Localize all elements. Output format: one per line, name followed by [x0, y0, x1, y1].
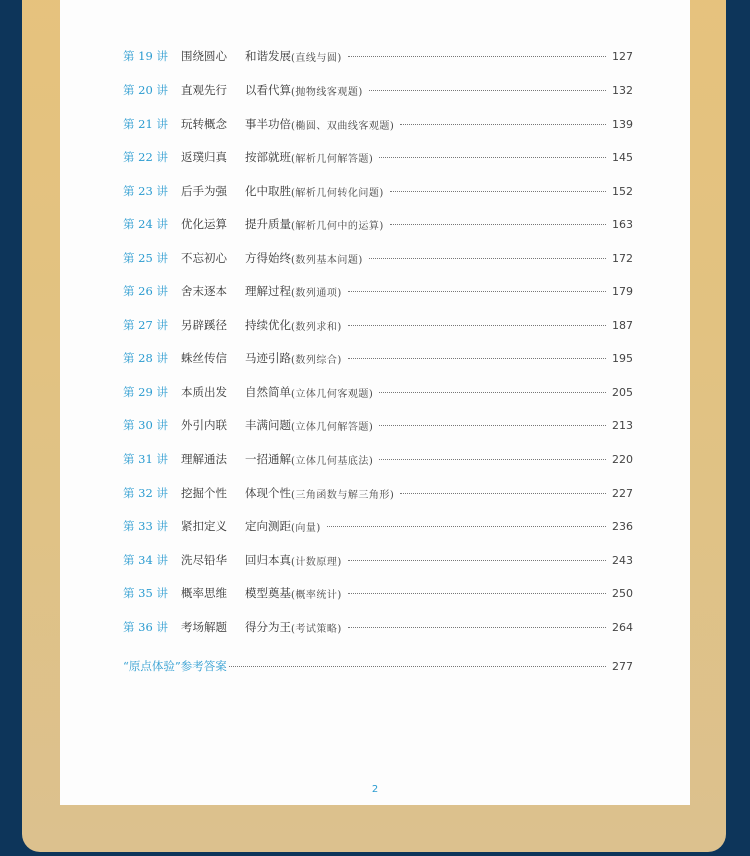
toc-entry[interactable] — [123, 483, 632, 503]
lecture-title: 丰满问题 — [245, 418, 291, 432]
page-number: 213 — [612, 418, 633, 432]
lecture-topic: 概率思维 — [181, 586, 227, 600]
lecture-title: 一招通解 — [245, 452, 291, 466]
toc-entry[interactable] — [123, 382, 632, 402]
lecture-number: 第 20 讲 — [123, 83, 168, 97]
lecture-number: 第 33 讲 — [123, 519, 168, 533]
lecture-note: (三角函数与解三角形) — [291, 489, 395, 501]
lecture-topic: 洗尽铅华 — [181, 553, 227, 567]
toc-entry[interactable] — [123, 516, 632, 536]
lecture-topic: 蛛丝传信 — [181, 351, 227, 365]
lecture-number: 第 25 讲 — [123, 251, 168, 265]
lecture-topic: 不忘初心 — [181, 251, 227, 265]
dot-leader — [400, 492, 606, 494]
toc-entry[interactable] — [123, 415, 632, 435]
lecture-number: 第 34 讲 — [123, 553, 168, 567]
lecture-title: 自然简单 — [245, 385, 291, 399]
dot-leader — [400, 123, 606, 125]
lecture-topic: 紧扣定义 — [181, 519, 227, 533]
lecture-title: 以看代算 — [245, 83, 291, 97]
page-number: 243 — [612, 553, 633, 567]
lecture-number: 第 30 讲 — [123, 418, 168, 432]
lecture-title: 提升质量 — [245, 217, 291, 231]
lecture-number: 第 23 讲 — [123, 184, 168, 198]
lecture-number: 第 21 讲 — [123, 117, 168, 131]
lecture-number: 第 35 讲 — [123, 586, 168, 600]
lecture-note: (解析几何中的运算) — [291, 220, 384, 232]
lecture-title: 定向测距 — [245, 519, 291, 533]
lecture-note: (立体几何基底法) — [291, 455, 374, 467]
toc-entry[interactable] — [123, 147, 632, 167]
page-number: 163 — [612, 217, 633, 231]
lecture-title: 体现个性 — [245, 486, 291, 500]
dot-leader — [348, 559, 606, 561]
lecture-note: (抛物线客观题) — [291, 86, 363, 98]
lecture-topic: 返璞归真 — [181, 150, 227, 164]
dot-leader — [390, 223, 606, 225]
page-number: 250 — [612, 586, 633, 600]
lecture-number: 第 27 讲 — [123, 318, 168, 332]
page-footer-number: 2 — [371, 784, 379, 795]
lecture-note: (数列综合) — [291, 354, 342, 366]
lecture-topic: 考场解题 — [181, 620, 227, 634]
toc-entry[interactable] — [123, 248, 632, 268]
lecture-topic: 优化运算 — [181, 217, 227, 231]
answers-label: “原点体验”参考答案 — [123, 659, 227, 673]
page-number: 220 — [612, 452, 633, 466]
toc-entry[interactable] — [123, 315, 632, 335]
toc-entry[interactable] — [123, 181, 632, 201]
lecture-number: 第 28 讲 — [123, 351, 168, 365]
dot-leader — [348, 626, 606, 628]
lecture-note: (计数原理) — [291, 556, 342, 568]
lecture-title: 和谐发展 — [245, 49, 291, 63]
lecture-title: 事半功倍 — [245, 117, 291, 131]
dot-leader — [348, 324, 606, 326]
lecture-topic: 挖掘个性 — [181, 486, 227, 500]
toc-entry[interactable] — [123, 617, 632, 637]
lecture-title: 按部就班 — [245, 150, 291, 164]
dot-leader — [348, 357, 606, 359]
lecture-note: (直线与圆) — [291, 52, 342, 64]
lecture-topic: 后手为强 — [181, 184, 227, 198]
dot-leader — [327, 525, 606, 527]
lecture-title: 化中取胜 — [245, 184, 291, 198]
lecture-note: (考试策略) — [291, 623, 342, 635]
toc-entry[interactable] — [123, 348, 632, 368]
lecture-number: 第 24 讲 — [123, 217, 168, 231]
lecture-note: (解析几何转化问题) — [291, 187, 384, 199]
lecture-title: 马迹引路 — [245, 351, 291, 365]
toc-entry[interactable] — [123, 583, 632, 603]
lecture-note: (解析几何解答题) — [291, 153, 374, 165]
page-number: 277 — [612, 659, 633, 673]
lecture-number: 第 31 讲 — [123, 452, 168, 466]
lecture-title: 模型奠基 — [245, 586, 291, 600]
toc-entry[interactable] — [123, 80, 632, 100]
dot-leader — [348, 55, 606, 57]
page-number: 205 — [612, 385, 633, 399]
lecture-title: 方得始终 — [245, 251, 291, 265]
lecture-note: (向量) — [291, 522, 321, 534]
toc-entry[interactable] — [123, 449, 632, 469]
page-number: 179 — [612, 284, 633, 298]
toc-entry[interactable] — [123, 550, 632, 570]
toc-entry[interactable] — [123, 214, 632, 234]
toc-entry[interactable] — [123, 114, 632, 134]
lecture-note: (椭圆、双曲线客观题) — [291, 120, 395, 132]
dot-leader — [379, 391, 606, 393]
page-number: 172 — [612, 251, 633, 265]
lecture-note: (立体几何解答题) — [291, 421, 374, 433]
toc-entry-answers[interactable] — [123, 656, 632, 676]
lecture-topic: 直观先行 — [181, 83, 227, 97]
lecture-title: 理解过程 — [245, 284, 291, 298]
lecture-topic: 舍末逐本 — [181, 284, 227, 298]
lecture-note: (数列通项) — [291, 287, 342, 299]
page-number: 152 — [612, 184, 633, 198]
page-number: 187 — [612, 318, 633, 332]
lecture-number: 第 19 讲 — [123, 49, 168, 63]
page-number: 145 — [612, 150, 633, 164]
page-number: 132 — [612, 83, 633, 97]
lecture-title: 得分为王 — [245, 620, 291, 634]
lecture-number: 第 29 讲 — [123, 385, 168, 399]
lecture-number: 第 22 讲 — [123, 150, 168, 164]
dot-leader — [390, 190, 606, 192]
page-number: 127 — [612, 49, 633, 63]
lecture-topic: 本质出发 — [181, 385, 227, 399]
page-number: 264 — [612, 620, 633, 634]
lecture-topic: 理解通法 — [181, 452, 227, 466]
lecture-topic: 围绕圆心 — [181, 49, 227, 63]
page-number: 227 — [612, 486, 633, 500]
dot-leader — [229, 665, 606, 667]
lecture-topic: 外引内联 — [181, 418, 227, 432]
page-number: 236 — [612, 519, 633, 533]
dot-leader — [379, 424, 606, 426]
dot-leader — [348, 290, 606, 292]
page-number: 139 — [612, 117, 633, 131]
page-number: 195 — [612, 351, 633, 365]
lecture-topic: 另辟蹊径 — [181, 318, 227, 332]
lecture-number: 第 36 讲 — [123, 620, 168, 634]
lecture-number: 第 32 讲 — [123, 486, 168, 500]
lecture-title: 持续优化 — [245, 318, 291, 332]
toc-entry[interactable] — [123, 281, 632, 301]
dot-leader — [369, 89, 606, 91]
dot-leader — [369, 257, 606, 259]
lecture-note: (数列基本问题) — [291, 254, 363, 266]
lecture-number: 第 26 讲 — [123, 284, 168, 298]
lecture-note: (数列求和) — [291, 321, 342, 333]
lecture-topic: 玩转概念 — [181, 117, 227, 131]
dot-leader — [379, 156, 606, 158]
dot-leader — [379, 458, 606, 460]
document-page — [60, 0, 690, 805]
toc-entry[interactable] — [123, 46, 632, 66]
lecture-note: (立体几何客观题) — [291, 388, 374, 400]
lecture-title: 回归本真 — [245, 553, 291, 567]
lecture-note: (概率统计) — [291, 589, 342, 601]
dot-leader — [348, 592, 606, 594]
